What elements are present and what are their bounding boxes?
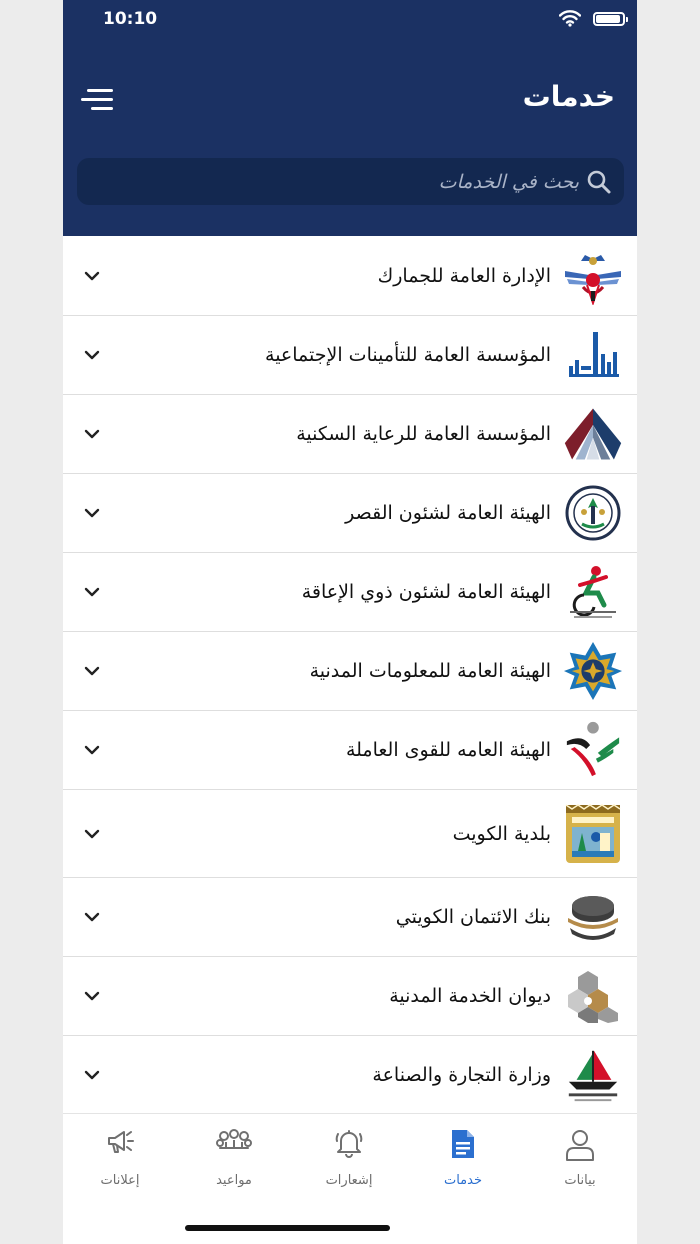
agency-row-civil-information[interactable] <box>63 632 637 711</box>
chevron-down-icon <box>83 267 101 285</box>
megaphone-icon <box>105 1128 135 1156</box>
agency-label: الهيئة العامة لشئون القصر <box>345 502 551 524</box>
chevron-down-icon <box>83 908 101 926</box>
tab-label: إعلانات <box>100 1173 140 1188</box>
page-title: خدمات <box>522 80 615 113</box>
agency-row-disability-affairs[interactable] <box>63 553 637 632</box>
battery-icon <box>593 12 625 26</box>
search-icon <box>586 169 612 195</box>
agency-row-manpower[interactable] <box>63 711 637 790</box>
menu-line-icon <box>91 107 113 110</box>
agency-row-commerce-ministry[interactable] <box>63 1036 637 1115</box>
social-security-logo <box>563 325 623 385</box>
agency-row-customs[interactable] <box>63 237 637 316</box>
tab-profile[interactable] <box>523 1114 637 1204</box>
chevron-down-icon <box>83 583 101 601</box>
bell-icon <box>335 1128 363 1158</box>
agency-label: ديوان الخدمة المدنية <box>389 985 551 1007</box>
housing-logo <box>563 404 623 464</box>
commerce-ministry-logo <box>563 1045 623 1105</box>
agency-label: الهيئة العامه للقوى العاملة <box>345 739 551 761</box>
document-icon <box>450 1128 476 1160</box>
chevron-down-icon <box>83 1066 101 1084</box>
menu-line-icon <box>81 98 113 101</box>
wifi-icon <box>559 10 581 27</box>
agency-row-minors-affairs[interactable] <box>63 474 637 553</box>
tab-appointments[interactable] <box>177 1114 291 1204</box>
agency-label: بلدية الكويت <box>452 822 551 845</box>
agency-label: المؤسسة العامة للرعاية السكنية <box>296 423 551 445</box>
app-header <box>63 0 637 236</box>
disability-affairs-logo <box>563 562 623 622</box>
agency-label: المؤسسة العامة للتأمينات الإجتماعية <box>265 344 551 366</box>
agency-label: الإدارة العامة للجمارك <box>377 265 551 287</box>
phone-screen <box>63 0 637 1244</box>
menu-line-icon <box>87 89 113 92</box>
chevron-down-icon <box>83 346 101 364</box>
chevron-down-icon <box>83 741 101 759</box>
search-input[interactable] <box>89 158 579 205</box>
user-icon <box>564 1128 596 1162</box>
agency-row-housing[interactable] <box>63 395 637 474</box>
chevron-down-icon <box>83 504 101 522</box>
chevron-down-icon <box>83 425 101 443</box>
agency-label: الهيئة العامة للمعلومات المدنية <box>309 660 551 682</box>
tab-services[interactable] <box>406 1114 520 1204</box>
agency-label: وزارة التجارة والصناعة <box>372 1064 551 1086</box>
agency-row-civil-service[interactable] <box>63 957 637 1036</box>
tab-bar <box>63 1113 637 1213</box>
agency-label: بنك الائتمان الكويتي <box>395 906 551 928</box>
agency-row-credit-bank[interactable] <box>63 878 637 957</box>
tab-announcements[interactable] <box>63 1114 177 1204</box>
credit-bank-logo <box>563 887 623 947</box>
tab-label: مواعيد <box>216 1173 252 1188</box>
tab-label: خدمات <box>443 1173 483 1188</box>
tab-notifications[interactable] <box>292 1114 406 1204</box>
tab-label: إشعارات <box>325 1173 373 1188</box>
menu-button[interactable] <box>79 85 115 115</box>
manpower-logo <box>563 720 623 780</box>
chevron-down-icon <box>83 825 101 843</box>
tab-label: بيانات <box>564 1173 596 1188</box>
civil-information-logo <box>563 641 623 701</box>
chevron-down-icon <box>83 662 101 680</box>
agency-label: الهيئة العامة لشئون ذوي الإعاقة <box>301 581 551 603</box>
civil-service-logo <box>563 966 623 1026</box>
agency-row-municipality[interactable] <box>63 790 637 878</box>
home-indicator[interactable] <box>185 1225 390 1231</box>
status-time: 10:10 <box>103 9 158 29</box>
search-bar[interactable] <box>77 158 624 205</box>
appointments-icon <box>216 1128 252 1154</box>
municipality-logo <box>563 804 623 864</box>
customs-logo <box>563 246 623 306</box>
agency-list <box>63 237 637 1115</box>
minors-affairs-logo <box>563 483 623 543</box>
agency-row-social-security[interactable] <box>63 316 637 395</box>
chevron-down-icon <box>83 987 101 1005</box>
